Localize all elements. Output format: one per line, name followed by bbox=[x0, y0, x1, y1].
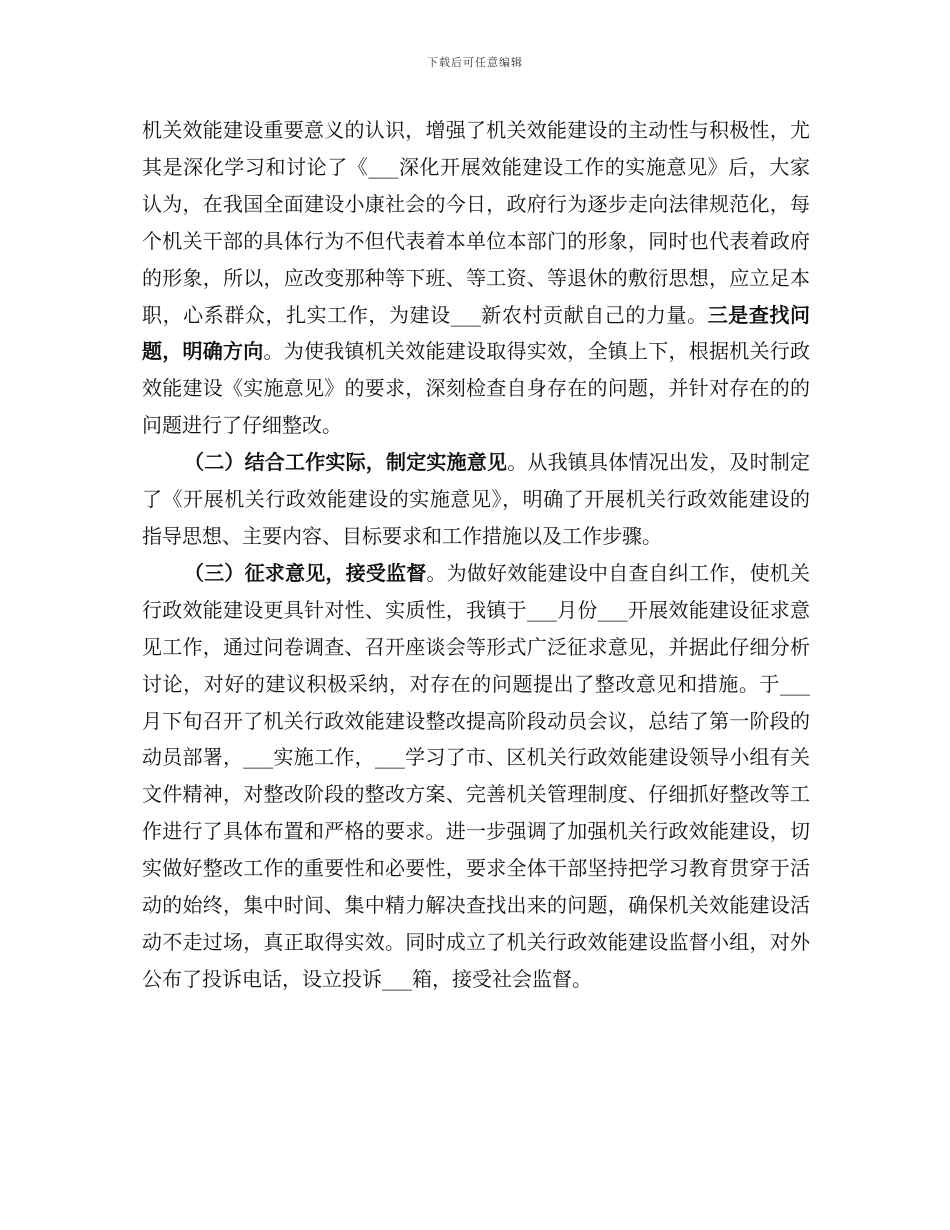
paragraph-1-text-b: 。为使我镇机关效能建设取得实效，全镇上下，根据机关行政效能建设《实施意见》的要求，深刻检查自身存在的问题，并针对存在的的问题进行了仔细整改。 bbox=[142, 339, 810, 438]
paragraph-1 bbox=[142, 112, 810, 444]
paragraph-2-bold-heading: （二）结合工作实际，制定实施意见 bbox=[184, 450, 508, 475]
paragraph-2 bbox=[142, 444, 810, 555]
paragraph-2-text: 。从我镇具体情况出发，及时制定了《开展机关行政效能建设的实施意见》，明确了开展机关行政效能建设的指导思想、主要内容、目标要求和工作措施以及工作步骤。 bbox=[142, 450, 811, 548]
paragraph-3-bold-heading: （三）征求意见，接受监督 bbox=[184, 560, 427, 585]
document-body bbox=[142, 112, 810, 998]
paragraph-1-bold-heading: 三是查找问题，明确方向 bbox=[142, 302, 811, 364]
page-header: 下载后可任意编辑 bbox=[427, 56, 523, 69]
paragraph-1-text-a: 机关效能建设重要意义的认识，增强了机关效能建设的主动性与积极性，尤其是深化学习和讨论了《___深化开展效能建设工作的实施意见》后，大家认为，在我国全面建设小康社会的今日，政府行为逐步走向法律规范化，每个机关干部的具体行为不但代表着本单位本部门的形象，同时也代表着政府的形象，所以，应改变那种等下班、等工资、等退休的敷衍思想，应立足本职，心系群众，扎实工作，为建设___新农村贡献自己的力量。 bbox=[142, 118, 810, 327]
paragraph-3 bbox=[142, 555, 810, 998]
paragraph-3-text: 。为做好效能建设中自查自纠工作，使机关行政效能建设更具针对性、实质性，我镇于___月份___开展效能建设征求意见工作，通过问卷调查、召开座谈会等形式广泛征求意见，并据此仔细分析讨论，对好的建议积极采纳，对存在的问题提出了整改意见和措施。于___月下旬召开了机关行政效能建设整改提高阶段动员会议，总结了第一阶段的动员部署，___实施工作，___学习了市、区机关行政效能建设领导小组有关文件精神，对整改阶段的整改方案、完善机关管理制度、仔细抓好整改等工作进行了具体布置和严格的要求。进一步强调了加强机关行政效能建设，切实做好整改工作的重要性和必要性，要求全体干部坚持把学习教育贯穿于活动的始终，集中时间、集中精力解决查找出来的问题，确保机关效能建设活动不走过场，真正取得实效。同时成立了机关行政效能建设监督小组，对外公布了投诉电话，设立投诉___箱，接受社会监督。 bbox=[142, 560, 811, 991]
